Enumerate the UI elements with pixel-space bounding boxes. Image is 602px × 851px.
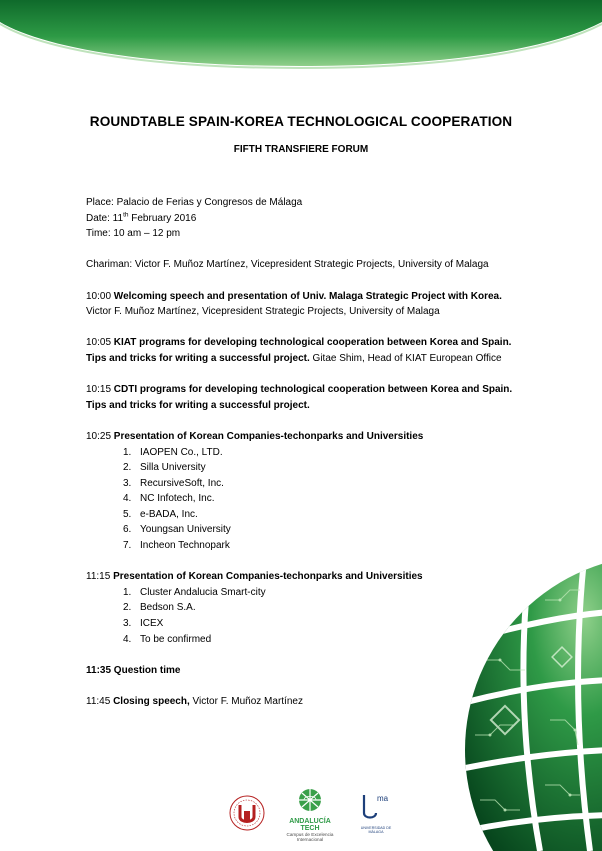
list-item: 6. Youngsan University	[123, 524, 231, 536]
agenda-title: Presentation of Korean Companies-techonparks and Universities	[110, 571, 423, 583]
date-prefix: Date: 11	[86, 212, 124, 224]
document-subtitle: FIFTH TRANSFIERE FORUM	[233, 144, 369, 155]
list-item: 5. e-BADA, Inc.	[123, 508, 198, 520]
time-line: Time: 10 am – 12 pm	[86, 228, 181, 240]
agenda-time: 10:15	[86, 384, 112, 396]
andalucia-tech-name: ANDALUCÍA TECH	[289, 818, 331, 832]
list-item: 3. ICEX	[123, 618, 164, 630]
agenda-time: 11:15	[86, 571, 111, 583]
agenda-time: 10:05	[86, 337, 112, 349]
header-wave-decoration	[0, 0, 602, 70]
agenda-speaker: Gitae Shim, Head of KIAT European Office	[309, 352, 502, 364]
agenda-item-1115	[86, 569, 516, 585]
list-item: 3. RecursiveSoft, Inc.	[123, 477, 224, 489]
participants-list-1025	[86, 445, 516, 554]
list-item: 7. Incheon Technopark	[123, 540, 230, 552]
agenda-time: 10:00	[86, 290, 112, 302]
andalucia-tech-logo	[280, 787, 340, 842]
place-line: Place: Palacio de Ferias y Congresos de Málaga	[86, 197, 303, 208]
list-item: 1. Cluster Andalucia Smart-city	[123, 586, 266, 598]
footer-logos	[0, 787, 602, 842]
uma-mark-text: ma	[377, 794, 389, 803]
agenda-title-cont: Tips and tricks for writing a successful project.	[86, 352, 310, 364]
agenda-item-1025	[86, 429, 516, 445]
andalucia-tech-globe-icon	[280, 787, 340, 813]
list-item: 4. To be confirmed	[123, 633, 212, 645]
date-line	[86, 211, 516, 227]
agenda-title: Welcoming speech and presentation of Univ. Malaga Strategic Project with Korea.	[111, 290, 502, 302]
agenda-item-1005-line2	[86, 351, 516, 367]
uma-mark-icon	[356, 791, 396, 821]
agenda-content	[86, 195, 516, 710]
agenda-speaker: Victor F. Muñoz Martínez	[189, 696, 303, 707]
agenda-time: 11:45	[86, 696, 111, 707]
agenda-item-1135	[86, 663, 516, 679]
agenda-time: 10:25	[86, 430, 112, 442]
agenda-title: CDTI programs for developing technological cooperation between Korea and Spain.	[111, 384, 513, 396]
document-title: ROUNDTABLE SPAIN-KOREA TECHNOLOGICAL COOPERATION	[89, 114, 513, 129]
agenda-time: 11:35	[86, 664, 112, 676]
agenda-item-1145	[86, 694, 516, 710]
agenda-title: KIAT programs for developing technological cooperation between Korea and Spain.	[111, 337, 512, 349]
list-item: 4. NC Infotech, Inc.	[123, 493, 215, 505]
chairman-line: Chariman: Victor F. Muñoz Martínez, Vicepresident Strategic Projects, University of Malaga	[86, 259, 489, 271]
date-suffix: February 2016	[128, 212, 197, 224]
list-item: 1. IAOPEN Co., LTD.	[123, 446, 223, 458]
agenda-speaker: Victor F. Muñoz Martínez, Vicepresident Strategic Projects, University of Malaga	[86, 306, 440, 318]
date-superscript: th	[123, 211, 129, 219]
agenda-title-cont: Tips and tricks for writing a successful project.	[86, 399, 310, 411]
agenda-item-1015	[86, 382, 516, 398]
list-item: 2. Silla University	[123, 462, 206, 474]
agenda-title: Question time	[111, 664, 181, 676]
uma-logo	[356, 791, 396, 835]
agenda-title: Closing speech,	[110, 696, 190, 707]
agenda-item-1000	[86, 289, 516, 305]
list-item: 2. Bedson S.A.	[123, 602, 196, 614]
participants-list-1115	[86, 585, 516, 647]
university-seal-logo	[227, 793, 267, 833]
andalucia-tech-subtitle: Campus de Excelencia Internacional	[286, 832, 334, 842]
agenda-title: Presentation of Korean Companies-techonparks and Universities	[111, 430, 424, 442]
agenda-item-1005	[86, 335, 516, 351]
uma-subtitle: UNIVERSIDAD DE MÁLAGA	[360, 826, 392, 834]
